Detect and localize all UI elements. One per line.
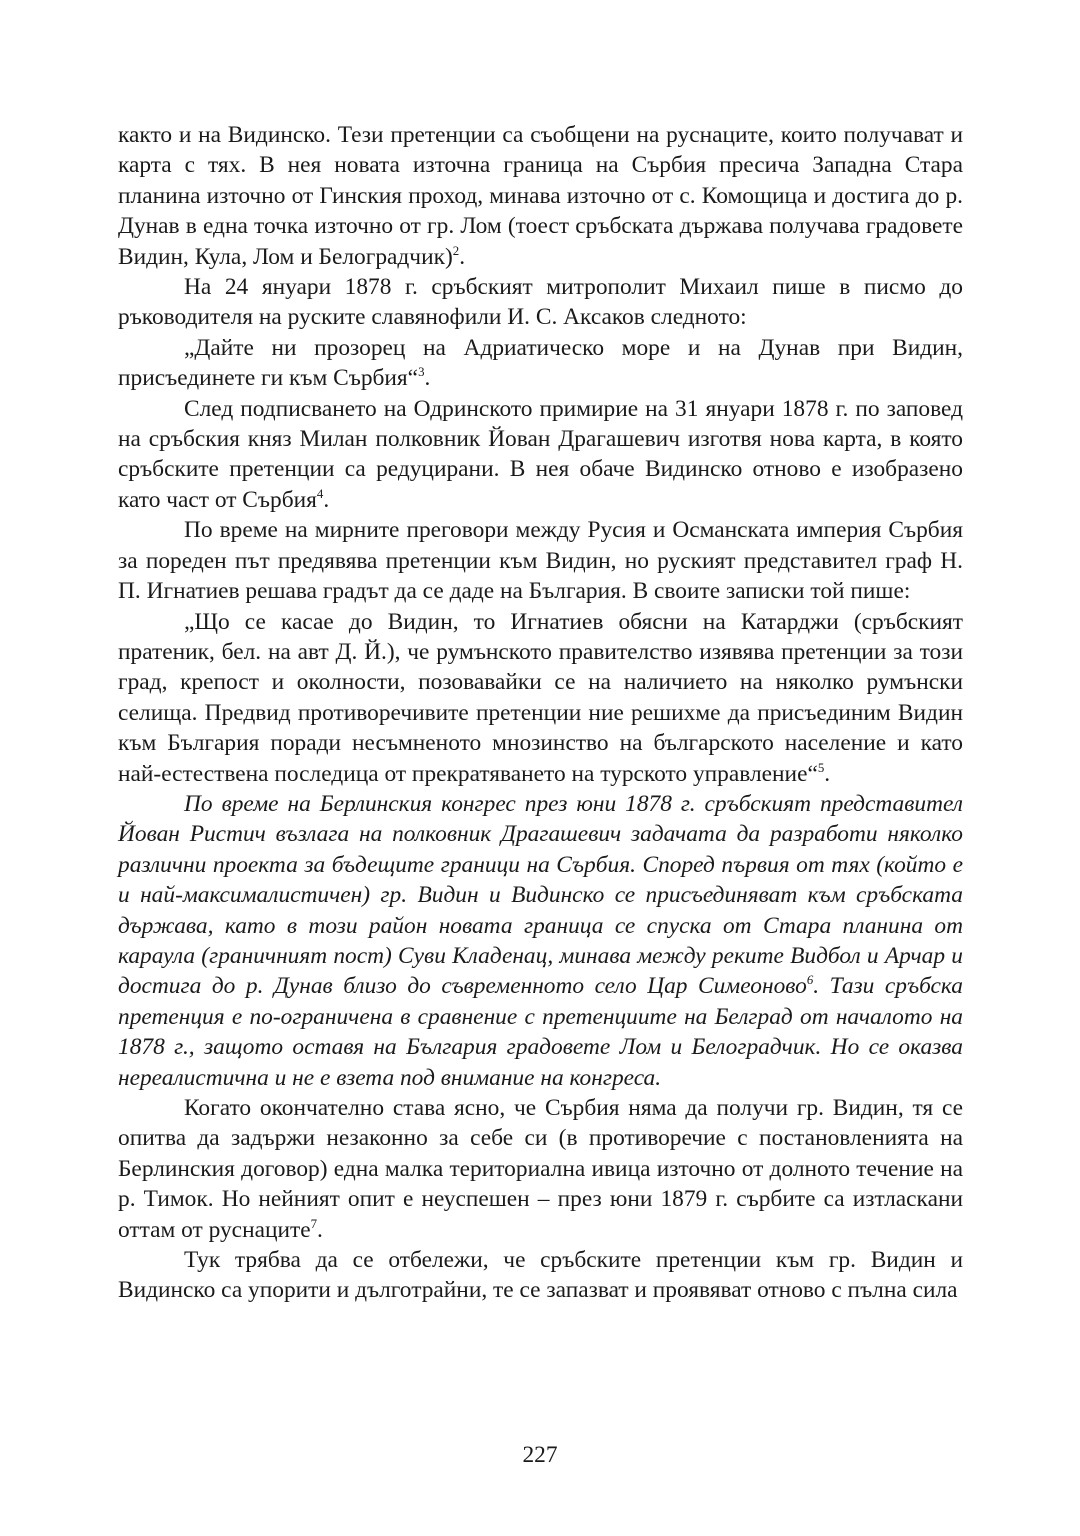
paragraph-text: На 24 януари 1878 г. сръбският митрополит Михаил пише в писмо до ръководителя на руските славянофили И. С. Аксаков следното: (118, 274, 963, 331)
paragraph (118, 515, 963, 606)
paragraph (118, 394, 963, 516)
page-number: 227 (522, 1442, 558, 1468)
paragraph-text: След подписването на Одринското примирие на 31 януари 1878 г. по заповед на сръбския княз Милан полковник Йован Драгашевич изготвя нова карта, в която сръбските претенции са редуцирани. В нея обаче Видинско отново е изобразено като част от Сърбия (118, 395, 963, 513)
paragraph (118, 272, 963, 333)
paragraph-tail: . (323, 486, 330, 513)
paragraph-tail: . (424, 365, 431, 392)
footnote-ref[interactable]: 2 (452, 243, 460, 258)
paragraph-text: Тук трябва да се отбележи, че сръбските претенции към гр. Видин и Видинско са упорити и дълготрайни, те се запазват и проявяват отново с пълна сила (118, 1247, 963, 1304)
quote-paragraph (118, 333, 963, 394)
italic-paragraph (118, 789, 963, 1093)
paragraph-text: както и на Видинско. Тези претенции са съобщени на руснаците, които получават и карта с тях. В нея новата източна граница на Сърбия пресича Западна Стара планина източно от Гинския проход, минава източно от с. Комощица и достига до р. Дунав в една точка източно от гр. Лом (тоест сръбската държава получава градовете Видин, Кула, Лом и Белоградчик) (118, 122, 963, 270)
footnote-ref[interactable]: 4 (316, 487, 324, 502)
quote-paragraph (118, 607, 963, 789)
paragraph-tail: . (824, 760, 831, 787)
footnote-ref[interactable]: 5 (817, 760, 825, 775)
paragraph (118, 1245, 963, 1306)
footnote-ref[interactable]: 3 (418, 365, 425, 380)
paragraph-text: По време на Берлинския конгрес през юни 1878 г. сръбският представител Йован Ристич възлага на полковник Драгашевич задачата да разработи няколко различни проекта за бъдещите граници на Сърбия. Според първия от тях (който е и най-максималистичен) гр. Видин и Видинско се присъединяват към сръбската държава, като в този район новата граница се спуска от Стара планина от караула (граничният пост) Суви Кладенац, минава между реките Видбол и Арчар и достига до р. Дунав близо до съвременното село Цар Симеоново (118, 790, 963, 1000)
footnote-ref[interactable]: 7 (310, 1216, 318, 1231)
paragraph (118, 1093, 963, 1245)
paragraph-tail: . (317, 1216, 323, 1243)
paragraph (118, 120, 963, 272)
paragraph-text: Когато окончателно става ясно, че Сърбия няма да получи гр. Видин, тя се опитва да задържи незаконно за себе си (в противоречие с постановленията на Берлинския договор) една малка териториална ивица източно от долното течение на р. Тимок. Но нейният опит е неуспешен – през юни 1879 г. сърбите са изтласкани оттам от руснаците (118, 1095, 963, 1243)
paragraph-text: По време на мирните преговори между Русия и Османската империя Сърбия за пореден път предявява претенции към Видин, но руският представител граф Н. П. Игнатиев решава градът да се даде на България. В своите записки той пише: (118, 517, 963, 605)
paragraph-tail: . Тази сръбска претенция е по-ограничена в сравнение с претенциите на Белград от началото на 1878 г., защото оставя на България градовете Лом и Белоградчик. Но се оказва нереалистична и не е взета под внимание на конгреса. (118, 973, 963, 1091)
footnote-ref[interactable]: 6 (806, 973, 814, 988)
paragraph-text: „Що се касае до Видин, то Игнатиев обясни на Катарджи (сръбският пратеник, бел. на авт Д. Й.), че румънското правителство изявява претенции за този град, крепост и околности, позовавайки се на наличието на няколко румънски селища. Предвид противоречивите претенции ние решихме да присъединим Видин към България поради несъмненото мнозинство на българското население и като най-естествена последица от прекратяването на турското управление“ (118, 608, 963, 787)
page-body (118, 120, 963, 1306)
paragraph-text: „Дайте ни прозорец на Адриатическо море и на Дунав при Видин, присъединете ги към Сърбия“ (118, 334, 963, 392)
paragraph-tail: . (459, 243, 466, 270)
